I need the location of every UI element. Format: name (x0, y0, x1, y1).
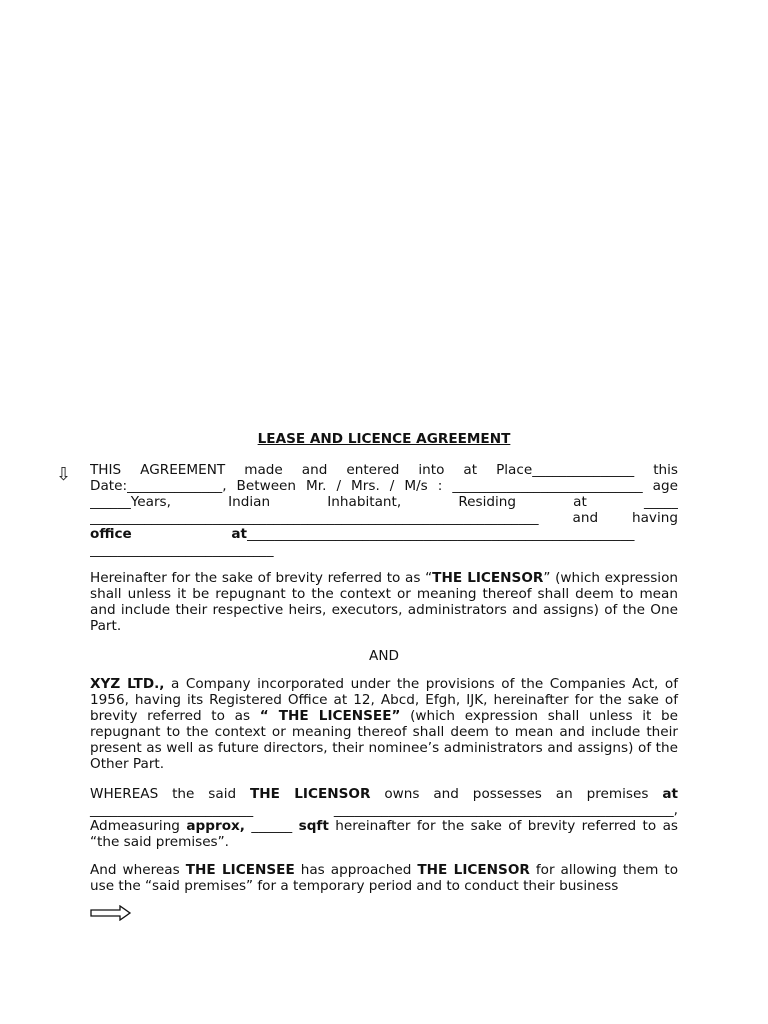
whereas2-text-3: for allowing them to use the “said premises” for a temporary period and to conduct their business (90, 862, 679, 894)
whereas-text-3: ________________________ __________________________________________________, Admeasuring (90, 802, 678, 834)
intro-line: ___________________________ (90, 542, 274, 558)
whereas2-text-2: has approached (294, 862, 418, 878)
licensor-text-1: Hereinafter for the sake of brevity referred to as “ (90, 570, 433, 586)
intro-line: Date:______________, Between Mr. / Mrs. / M/s : ____________________________ age (90, 478, 678, 494)
whereas2-licensor: THE LICENSOR (417, 862, 530, 878)
whereas2-paragraph (90, 862, 678, 894)
whereas2-text-1: And whereas (90, 862, 186, 878)
licensee-paragraph (90, 676, 678, 772)
whereas-approx: approx, (186, 818, 245, 834)
intro-line: __________________________________________________________________ and having (90, 510, 678, 526)
office-blank: _________________________________________________________ (247, 526, 635, 542)
down-arrow-outline-icon: ⇩ (56, 464, 72, 485)
whereas-paragraph (90, 786, 678, 850)
and-separator: AND (369, 648, 399, 664)
licensee-text-2: (which expression shall unless it be repugnant to the context or meaning thereof shall deem to mean and include their present as well as future directors, their nominee’s administrators and assigns) of the Other Part. (90, 708, 678, 772)
whereas-sqft: sqft (298, 818, 329, 834)
right-arrow-outline-icon (90, 905, 132, 921)
intro-clause (90, 462, 678, 558)
licensor-text-2: ” (which expression shall unless it be repugnant to the context or meaning thereof shall deem to mean and include their respective heirs, executors, administrators and assigns) of the One Part. (90, 570, 678, 634)
whereas-at: at (662, 786, 679, 802)
intro-line: ______Years, Indian Inhabitant, Residing at _____ (90, 494, 678, 510)
whereas-text-2: owns and possesses an premises (370, 786, 663, 802)
whereas-text-4: ______ (244, 818, 299, 834)
whereas-licensor: THE LICENSOR (250, 786, 371, 802)
licensee-company: XYZ LTD., (90, 676, 165, 692)
intro-line: THIS AGREEMENT made and entered into at Place_______________ this (90, 462, 678, 478)
whereas-text-5: hereinafter for the sake of brevity referred to as “the said premises”. (90, 818, 678, 850)
licensor-term: THE LICENSOR (432, 570, 544, 586)
office-label: office at (90, 526, 247, 542)
licensee-term: “ THE LICENSEE” (259, 708, 401, 724)
whereas-text-1: WHEREAS the said (90, 786, 251, 802)
intro-line-office (90, 526, 678, 542)
licensor-paragraph (90, 570, 678, 634)
whereas2-licensee: THE LICENSEE (185, 862, 295, 878)
licensee-text-1: a Company incorporated under the provisions of the Companies Act, of 1956, having its Registered Office at 12, Abcd, Efgh, IJK, hereinafter for the sake of brevity referred to as (90, 676, 678, 724)
document-title: LEASE AND LICENCE AGREEMENT (257, 431, 511, 447)
